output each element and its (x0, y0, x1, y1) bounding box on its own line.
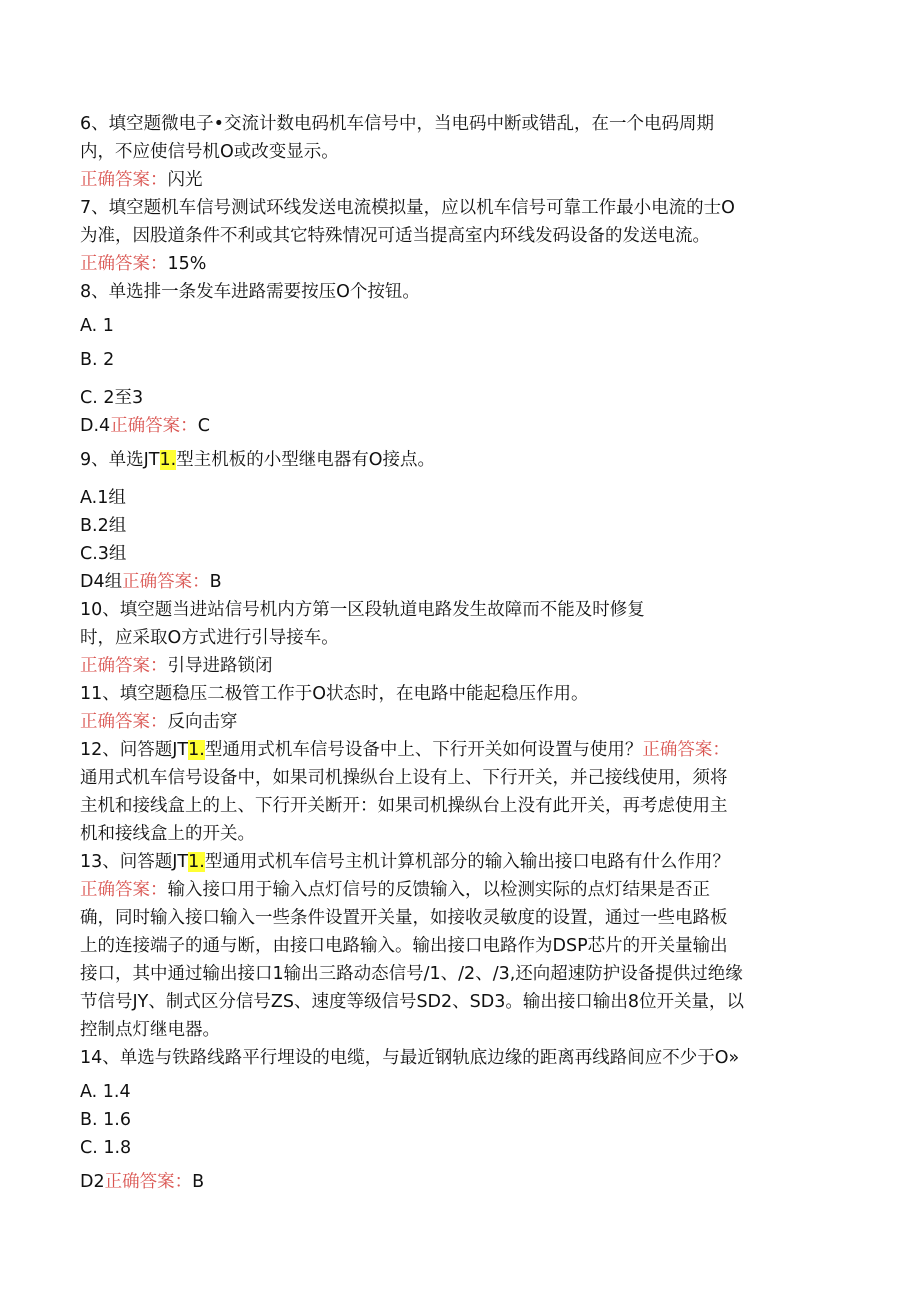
answer-label: 正确答案： (80, 170, 168, 190)
answer-label: 正确答案： (110, 416, 198, 436)
q13-answer-text-1: 输入接口用于输入点灯信号的反馈输入，以检测实际的点灯结果是否正 (167, 880, 710, 900)
q10-stem-line-2: 时，应采取O方式进行引导接车。 (80, 628, 339, 648)
document-page (80, 110, 860, 1196)
q9-option-d-answer (80, 568, 860, 596)
q14-option-d: D2 (80, 1172, 105, 1192)
q7-stem-line-1: 7、填空题机车信号测试环线发送电流模拟量，应以机车信号可靠工作最小电流的士O (80, 198, 735, 218)
q7-answer (80, 250, 860, 278)
q12-stem-post: 型通用式机车信号设备中上、下行开关如何设置与使用？ (204, 740, 643, 760)
q11-answer-value: 反向击穿 (167, 712, 238, 732)
q8-option-d-answer (80, 412, 860, 440)
q12-stem-pre: 12、问答题JT (80, 740, 189, 760)
answer-label: 正确答案： (80, 656, 168, 676)
q11-stem: 11、填空题稳压二极管工作于O状态时，在电路中能起稳压作用。 (80, 684, 589, 704)
q12-answer-line-2: 主机和接线盒上的上、下行开关断开：如果司机操纵台上没有此开关，再考虑使用主 (80, 796, 728, 816)
q14-stem: 14、单选与铁路线路平行埋设的电缆，与最近钢轨底边缘的距离再线路间应不少于O» (80, 1048, 740, 1068)
q6-answer-value: 闪光 (167, 170, 203, 190)
q9-option-d: D4组 (80, 572, 123, 592)
q9-answer-value: B (209, 572, 222, 592)
q12-stem (80, 736, 860, 764)
q12-answer-line-1: 通用式机车信号设备中，如果司机操纵台上设有上、下行开关，并己接线使用，须将 (80, 768, 728, 788)
q10-answer-value: 引导进路锁闭 (167, 656, 273, 676)
q6-answer (80, 166, 860, 194)
answer-label: 正确答案： (122, 572, 210, 592)
q13-stem (80, 848, 860, 876)
q11-answer (80, 708, 860, 736)
q9-stem-highlight: 1. (159, 450, 177, 470)
q9-stem-post: 型主机板的小型继电器有O接点。 (176, 450, 435, 470)
q7-stem-line-2: 为准，因股道条件不利或其它特殊情况可适当提高室内环线发码设备的发送电流。 (80, 226, 710, 246)
q13-stem-pre: 13、问答题JT (80, 852, 189, 872)
q9-stem (80, 446, 860, 474)
q13-stem-post: 型通用式机车信号主机计算机部分的输入输出接口电路有什么作用？ (204, 852, 730, 872)
q12-stem-highlight: 1. (188, 740, 205, 760)
q7-answer-value: 15% (167, 254, 207, 274)
answer-label: 正确答案： (80, 880, 168, 900)
q13-answer-line-3: 上的连接端子的通与断，由接口电路输入。输出接口电路作为DSP芯片的开关量输出 (80, 936, 728, 956)
q8-option-c: C. 2至3 (80, 388, 144, 408)
q14-option-d-answer (80, 1168, 860, 1196)
q13-answer-line-6: 控制点灯继电器。 (80, 1020, 220, 1040)
q8-option-d: D.4 (80, 416, 111, 436)
q14-option-c: C. 1.8 (80, 1138, 132, 1158)
q10-stem-line-1: 10、填空题当进站信号机内方第一区段轨道电路发生故障而不能及时修复 (80, 600, 645, 620)
q10-answer (80, 652, 860, 680)
q9-option-b: B.2组 (80, 516, 127, 536)
q9-option-a: A.1组 (80, 488, 126, 508)
q14-option-b: B. 1.6 (80, 1110, 131, 1130)
q8-option-a: A. 1 (80, 316, 114, 336)
q6-stem-line-1: 6、填空题微电子•交流计数电码机车信号中，当电码中断或错乱，在一个电码周期 (80, 114, 714, 134)
q14-option-a: A. 1.4 (80, 1082, 131, 1102)
q8-option-b: B. 2 (80, 350, 115, 370)
q12-answer-line-3: 机和接线盒上的开关。 (80, 824, 255, 844)
q9-option-c: C.3组 (80, 544, 127, 564)
answer-label: 正确答案： (80, 712, 168, 732)
answer-label: 正确答案： (104, 1172, 193, 1192)
q13-answer-line-5: 节信号JY、制式区分信号ZS、速度等级信号SD2、SD3。输出接口输出8位开关量，以 (80, 992, 745, 1012)
q8-answer-value: C (197, 416, 210, 436)
q13-answer-line-2: 确，同时输入接口输入一些条件设置开关量，如接收灵敏度的设置，通过一些电路板 (80, 908, 728, 928)
answer-label: 正确答案： (80, 254, 168, 274)
q13-stem-highlight: 1. (188, 852, 205, 872)
q14-answer-value: B (192, 1172, 205, 1192)
q6-stem-line-2: 内，不应使信号机O或改变显示。 (80, 142, 339, 162)
q8-stem: 8、单选排一条发车进路需要按压O个按钮。 (80, 282, 420, 302)
answer-label: 正确答案： (642, 740, 730, 760)
q13-answer-line-4: 接口，其中通过输出接口1输出三路动态信号/1、/2、/3,还向超速防护设备提供过绝缘 (80, 964, 743, 984)
q9-stem-pre: 9、单选JT (80, 450, 160, 470)
q13-answer-line-1 (80, 876, 860, 904)
